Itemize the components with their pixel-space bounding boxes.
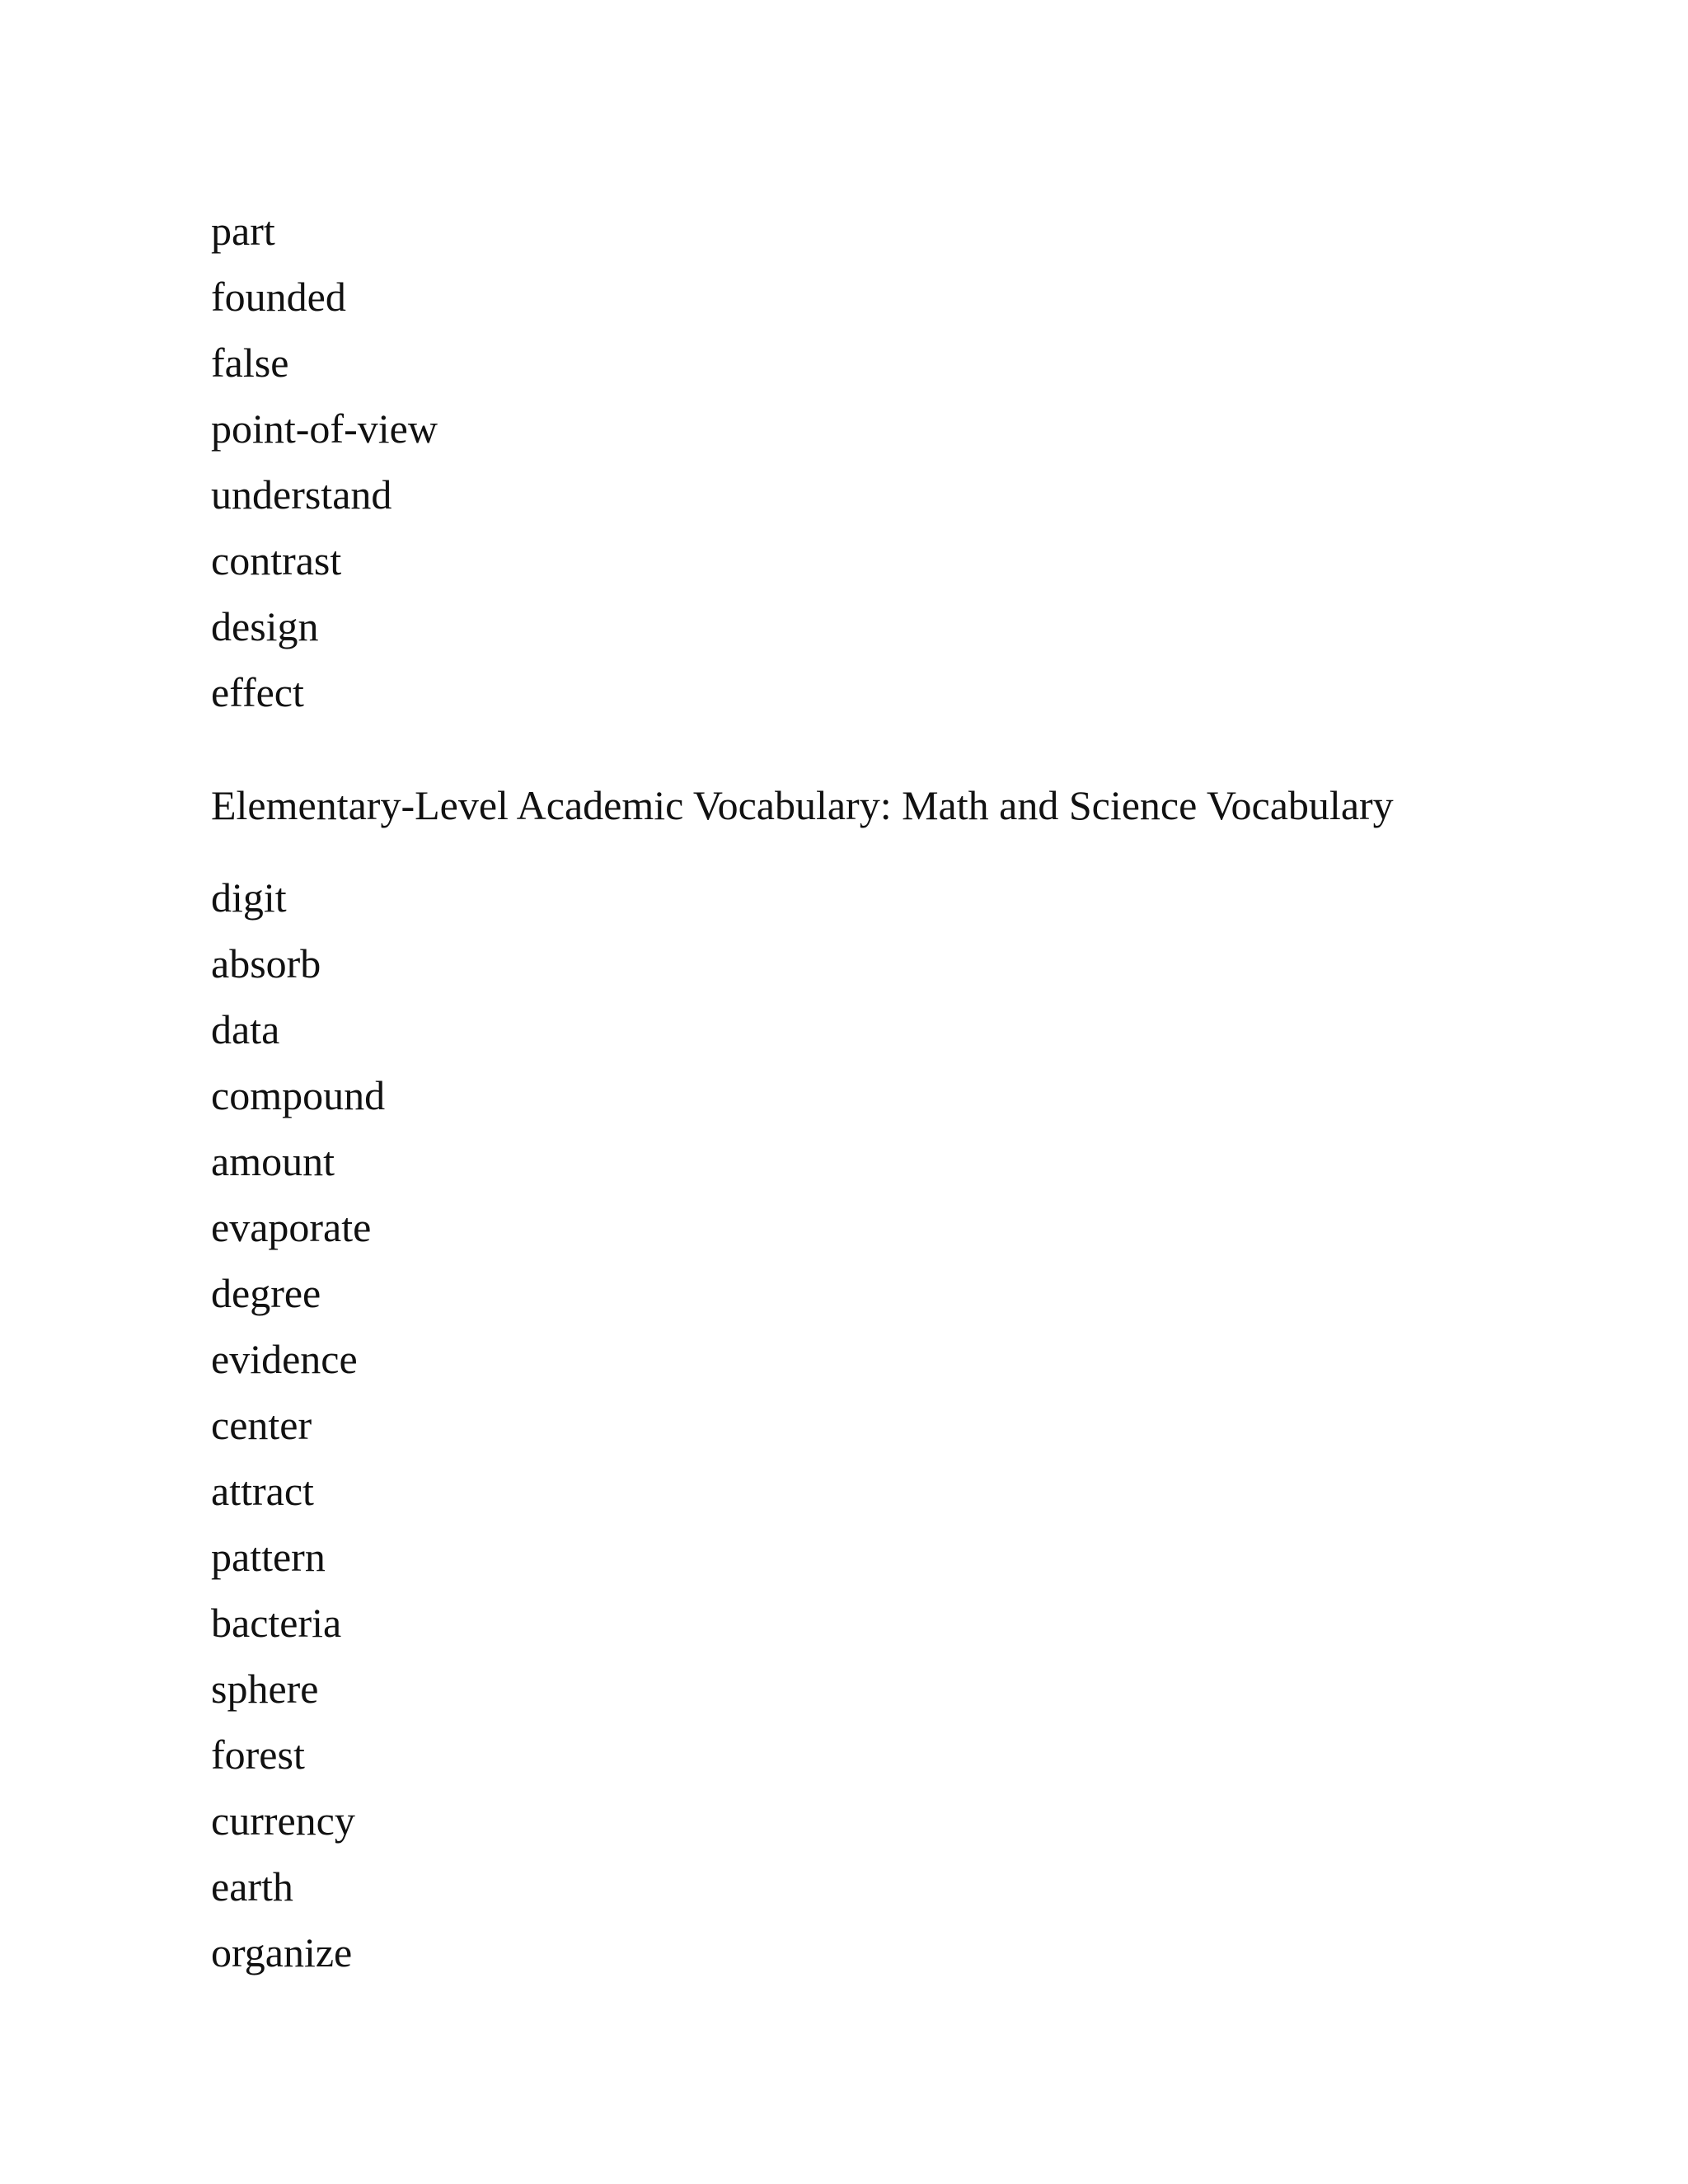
list-item: understand — [211, 471, 392, 518]
list-item: founded — [211, 274, 346, 320]
list-item: data — [211, 1006, 280, 1052]
list-item: sphere — [211, 1666, 319, 1712]
list-item: currency — [211, 1797, 355, 1844]
list-item: effect — [211, 669, 304, 715]
list-item: false — [211, 340, 289, 386]
list-item: point-of-view — [211, 405, 438, 452]
word-list-general — [211, 198, 438, 725]
list-item: compound — [211, 1072, 386, 1118]
list-item: pattern — [211, 1534, 326, 1580]
section-heading: Elementary-Level Academic Vocabulary: Math and Science Vocabulary — [211, 782, 1394, 828]
list-item: center — [211, 1402, 312, 1448]
list-item: attract — [211, 1468, 314, 1514]
list-item: bacteria — [211, 1600, 342, 1646]
list-item: design — [211, 603, 319, 649]
word-list-math-science — [211, 865, 385, 1985]
list-item: degree — [211, 1270, 321, 1316]
list-item: organize — [211, 1929, 353, 1975]
list-item: amount — [211, 1138, 335, 1184]
list-item: evidence — [211, 1336, 358, 1382]
list-item: part — [211, 208, 275, 254]
list-item: absorb — [211, 940, 321, 987]
list-item: forest — [211, 1732, 305, 1778]
list-item: contrast — [211, 537, 342, 583]
list-item: evaporate — [211, 1204, 372, 1250]
list-item: digit — [211, 874, 287, 921]
list-item: earth — [211, 1863, 293, 1910]
